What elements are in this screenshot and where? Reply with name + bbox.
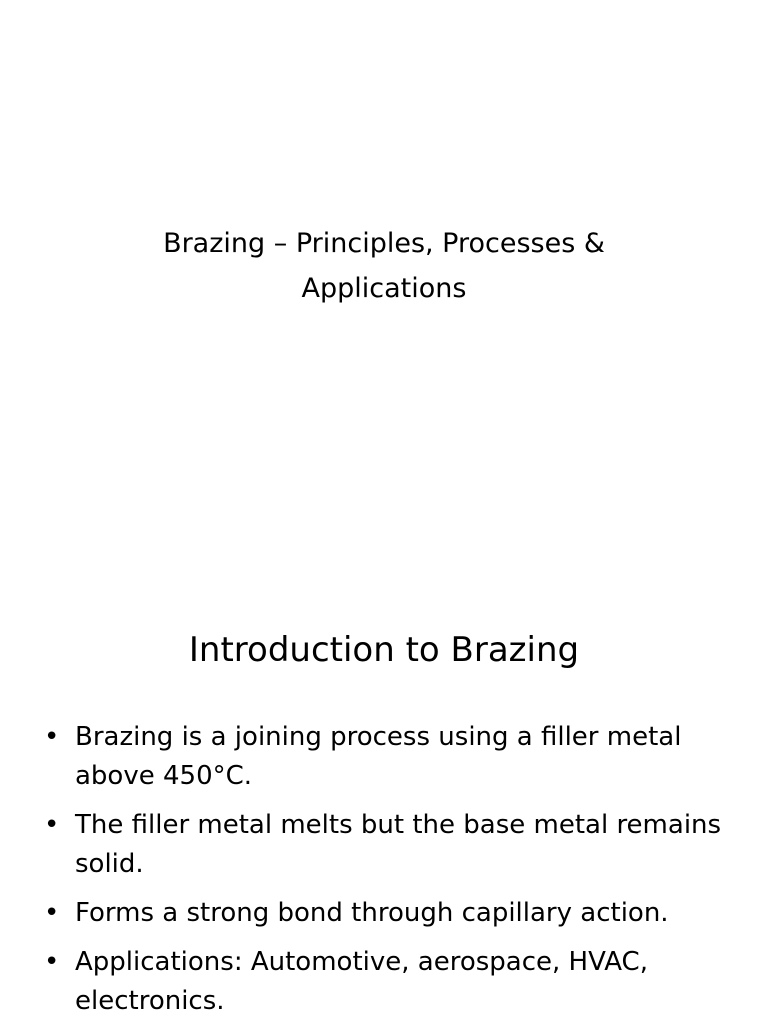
bullet-icon: • bbox=[44, 722, 60, 752]
bullet-text: Applications: Automotive, aerospace, HVAC, electronics. bbox=[75, 947, 648, 1016]
bullet-text: The filler metal melts but the base metal remains solid. bbox=[75, 810, 722, 879]
bullet-icon: • bbox=[44, 898, 60, 928]
bullet-text: Forms a strong bond through capillary action. bbox=[75, 898, 669, 928]
bullet-icon: • bbox=[44, 810, 60, 840]
slide-heading: Introduction to Brazing bbox=[188, 630, 580, 670]
slide-title: Brazing – Principles, Processes & Applications bbox=[163, 228, 605, 304]
bullet-item bbox=[40, 943, 730, 1021]
introduction-slide bbox=[0, 576, 768, 1024]
bullet-item bbox=[40, 806, 730, 884]
bullet-list bbox=[40, 718, 730, 1024]
bullet-item bbox=[40, 894, 730, 933]
bullet-item bbox=[40, 718, 730, 796]
bullet-icon: • bbox=[44, 947, 60, 977]
bullet-text: Brazing is a joining process using a filler metal above 450°C. bbox=[75, 722, 682, 791]
